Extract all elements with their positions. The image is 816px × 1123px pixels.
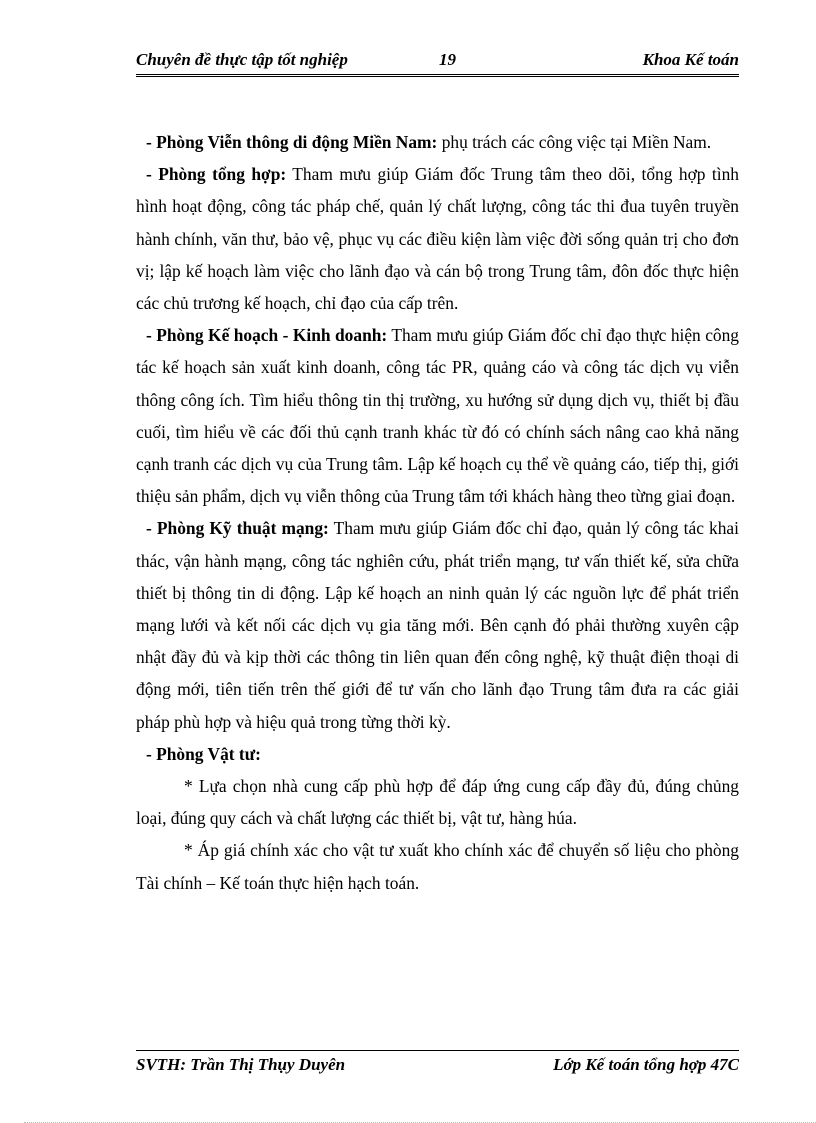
page-header	[136, 46, 739, 77]
section-text: Tham mưu giúp Giám đốc Trung tâm theo dõi, tổng hợp tình hình hoạt động, công tác pháp chế, quản lý chất lượng, công tác thi đua tuyên truyền hành chính, văn thư, bảo vệ, phục vụ các điều kiện làm việc đời sống quản trị cho đơn vị; lập kế hoạch làm việc cho lãnh đạo và cán bộ trong Trung tâm, đôn đốc thực hiện các chủ trương kế hoạch, chỉ đạo của cấp trên.	[136, 164, 739, 314]
section-ky-thuat-mang	[136, 512, 739, 737]
section-label: - Phòng Kỹ thuật mạng:	[146, 518, 329, 539]
section-tong-hop	[136, 158, 739, 319]
section-text: Tham mưu giúp Giám đốc chỉ đạo thực hiện công tác kế hoạch sản xuất kinh doanh, công tác PR, quảng cáo và công tác dịch vụ viễn thông công ích. Tìm hiểu thông tin thị trường, xu hướng sử dụng dịch vụ, thiết bị đầu cuối, tìm hiểu về các đối thủ cạnh tranh khác từ đó có chính sách nâng cao khả năng cạnh tranh các dịch vụ của Trung tâm. Lập kế hoạch cụ thể về quảng cáo, tiếp thị, giới thiệu sản phẩm, dịch vụ viễn thông của Trung tâm tới khách hàng theo từng giai đoạn.	[136, 325, 740, 507]
body-text	[136, 126, 739, 899]
section-label: - Phòng Kế hoạch - Kinh doanh:	[146, 325, 388, 346]
section-mien-nam	[136, 126, 739, 158]
section-label: - Phòng tổng hợp:	[146, 164, 287, 185]
section-vat-tu	[136, 738, 739, 770]
section-text: phụ trách các công việc tại Miền Nam.	[437, 132, 712, 152]
section-ke-hoach-kinh-doanh	[136, 319, 739, 512]
page-number: 19	[439, 50, 456, 69]
footer-student: SVTH: Trần Thị Thụy Duyên	[136, 1055, 346, 1074]
page-footer	[136, 1055, 739, 1079]
header-title: Chuyên đề thực tập tốt nghiệp	[136, 50, 348, 69]
bullet-item: * Áp giá chính xác cho vật tư xuất kho chính xác để chuyển số liệu cho phòng Tài chính – Kế toán thực hiện hạch toán.	[136, 840, 739, 893]
footer-class: Lớp Kế toán tổng hợp 47C	[553, 1055, 739, 1074]
section-label: - Phòng Vật tư:	[146, 743, 261, 764]
section-text: Tham mưu giúp Giám đốc chỉ đạo, quản lý công tác khai thác, vận hành mạng, công tác nghiên cứu, phát triển mạng, tư vấn thiết kế, sửa chữa thiết bị thông tin di động. Lập kế hoạch an ninh quản lý các nguồn lực để phát triển mạng lưới và kết nối các dịch vụ gia tăng mới. Bên cạnh đó phải thường xuyên cập nhật đầy đủ và kịp thời các thông tin liên quan đến công nghệ, kỹ thuật điện thoại di động mới, tiên tiến trên thế giới để tư vấn cho lãnh đạo Trung tâm đưa ra các giải pháp phù hợp và hiệu quả trong từng thời kỳ.	[136, 518, 739, 732]
header-department: Khoa Kế toán	[642, 50, 739, 69]
bullet-item: * Lựa chọn nhà cung cấp phù hợp để đáp ứng cung cấp đầy đủ, đúng chủng loại, đúng quy cách và chất lượng các thiết bị, vật tư, hàng húa.	[136, 776, 739, 829]
section-label: - Phòng Viễn thông di động Miền Nam:	[146, 132, 438, 152]
footer-divider	[136, 1050, 739, 1051]
